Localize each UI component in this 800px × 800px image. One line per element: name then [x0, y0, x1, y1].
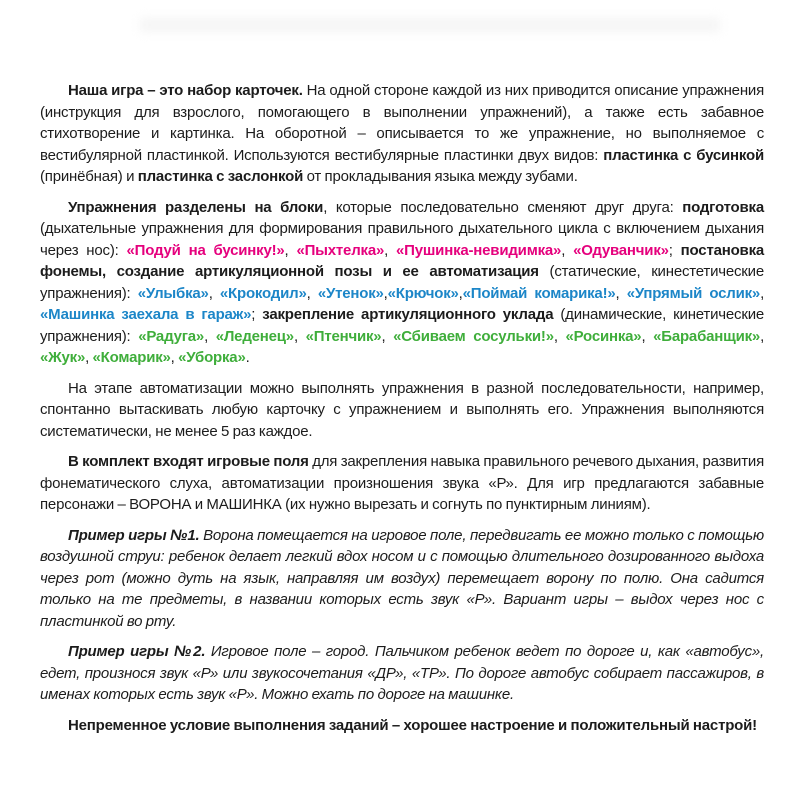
text-segment-normal: ,	[208, 284, 220, 302]
paragraph-intro-cards	[40, 80, 764, 188]
text-segment-magenta: «Пыхтелка»	[296, 241, 385, 259]
text-segment-green: «Сбиваем сосульки!»	[393, 327, 554, 345]
text-segment-normal: для закрепления навыка правильного речевого дыхания, развития фонематического слуха, автоматизации произношения звука «Р». Для игр предлагаются забавные персонажи – ВОРОНА и МАШИНКА (их нужно вырезать и согнуть по пунктирным линиям).	[40, 453, 764, 513]
text-segment-bold: Упражнения разделены на блоки	[68, 198, 324, 216]
text-segment-normal: ,	[760, 284, 765, 302]
paragraph-game-fields	[40, 451, 764, 516]
text-segment-bold: пластинка с бусинкой	[603, 146, 765, 164]
text-segment-blue: «Упрямый ослик»	[626, 284, 761, 302]
text-segment-normal: от прокладывания языка между зубами.	[303, 168, 578, 185]
text-segment-normal: ,	[553, 327, 566, 345]
text-segment-italic: Ворона помещается на игровое поле, передвигать ее можно только с помощью воздушной струи: ребенок делает легкий вдох носом и с помощью длительного дозированного выдоха через рот (можно дуть на язык, направляя им воздух) перемещает ворону по полю. Она садится только на те предметы, в названии которых есть звук «Р». Вариант игры – выдох через нос с пластинкой во рту.	[40, 526, 764, 630]
text-segment-normal: ,	[641, 327, 654, 345]
text-segment-normal: ,	[204, 327, 216, 345]
text-segment-bold: постановка фонемы, создание артикуляционной позы и ее автоматизация	[40, 241, 765, 280]
text-segment-blue: «Поймай комарика!»	[462, 284, 616, 302]
paragraph-automation-stage	[40, 378, 764, 443]
text-segment-normal: (динамические, кинетические упражнения):	[40, 306, 765, 345]
text-segment-bold-italic: Пример игры №2.	[68, 643, 206, 660]
scan-artifact	[140, 18, 720, 32]
text-segment-normal: , которые последовательно сменяют друг друга:	[323, 198, 683, 216]
document-body	[40, 80, 764, 736]
text-segment-green: «Леденец»	[215, 327, 294, 345]
text-segment-bold: Наша игра – это набор карточек.	[68, 82, 303, 99]
text-segment-normal: ,	[383, 284, 388, 302]
text-segment-blue: «Крючок»	[387, 284, 459, 302]
text-segment-green: «Комарик»	[92, 349, 171, 366]
text-segment-normal: .	[245, 349, 250, 366]
text-segment-green: «Жук»	[40, 349, 86, 366]
text-segment-bold: пластинка с заслонкой	[137, 168, 304, 185]
text-segment-normal: ;	[668, 241, 681, 259]
paragraph-final-note	[40, 715, 764, 737]
text-segment-bold: В комплект входят игровые поля	[68, 453, 309, 470]
text-segment-normal: ;	[251, 306, 263, 323]
text-segment-magenta: «Пушинка-невидимка»	[396, 241, 562, 259]
text-segment-green: «Птенчик»	[305, 327, 382, 345]
text-segment-green: «Барабанщик»	[653, 327, 761, 345]
text-segment-blue: «Крокодил»	[219, 284, 307, 302]
text-segment-normal: ,	[306, 284, 318, 302]
text-segment-normal: (статические, кинестетические упражнения):	[40, 263, 764, 302]
text-segment-blue: «Утенок»	[317, 284, 384, 302]
text-segment-normal: ,	[760, 327, 765, 345]
text-segment-normal: ,	[561, 241, 574, 259]
text-segment-bold-italic: Пример игры №1.	[68, 526, 200, 544]
text-segment-normal: (принёбная) и	[40, 168, 138, 185]
text-segment-normal: (дыхательные упражнения для формирования правильного дыхательного цикла с включением дыхания через нос):	[40, 220, 764, 259]
text-segment-normal: ,	[615, 284, 627, 302]
text-segment-magenta: «Подуй на бусинку!»	[126, 241, 285, 259]
text-segment-normal: ,	[85, 349, 93, 366]
text-segment-bold: подготовка	[682, 198, 764, 216]
text-segment-bold: закрепление артикуляционного уклада	[262, 306, 554, 323]
text-segment-green: «Росинка»	[565, 327, 642, 345]
text-segment-normal: На одной стороне каждой из них приводится описание упражнения (инструкция для взрослого, помогающего в выполнении упражнений), а также есть забавное стихотворение и картинка. На оборотной – описывается то же упражнение, но выполняемое с вестибулярной пластинкой. Используются вестибулярные пластинки двух видов:	[40, 82, 765, 164]
text-segment-normal: ,	[458, 284, 463, 302]
text-segment-blue: «Машинка заехала в гараж»	[40, 306, 252, 323]
text-segment-bold: Непременное условие выполнения заданий – хорошее настроение и положительный настрой!	[68, 716, 757, 734]
paragraph-game-example-2	[40, 641, 764, 706]
text-segment-normal: ,	[284, 241, 297, 259]
text-segment-normal: ,	[384, 241, 397, 259]
paragraph-game-example-1	[40, 525, 764, 633]
text-segment-magenta: «Одуванчик»	[573, 241, 669, 259]
text-segment-normal: ,	[293, 327, 306, 345]
text-segment-blue: «Улыбка»	[137, 284, 209, 302]
text-segment-italic: Игровое поле – город. Пальчиком ребенок ведет по дороге и, как «автобус», едет, произнося звук «Р» или звукосочетания «ДР», «ТР». По дороге автобус собирает пассажиров, в именах которых есть звук «Р». Можно ехать по дороге на машинке.	[40, 643, 765, 703]
paragraph-exercise-blocks	[40, 197, 764, 369]
text-segment-green: «Радуга»	[138, 327, 205, 345]
text-segment-normal: ,	[381, 327, 394, 345]
text-segment-normal: На этапе автоматизации можно выполнять упражнения в разной последовательности, например, спонтанно вытаскивать любую карточку с упражнением и выполнять его. Упражнения выполняются систематически, не менее 5 раз каждое.	[40, 379, 764, 440]
text-segment-normal: ,	[170, 349, 179, 366]
text-segment-green: «Уборка»	[178, 349, 246, 366]
